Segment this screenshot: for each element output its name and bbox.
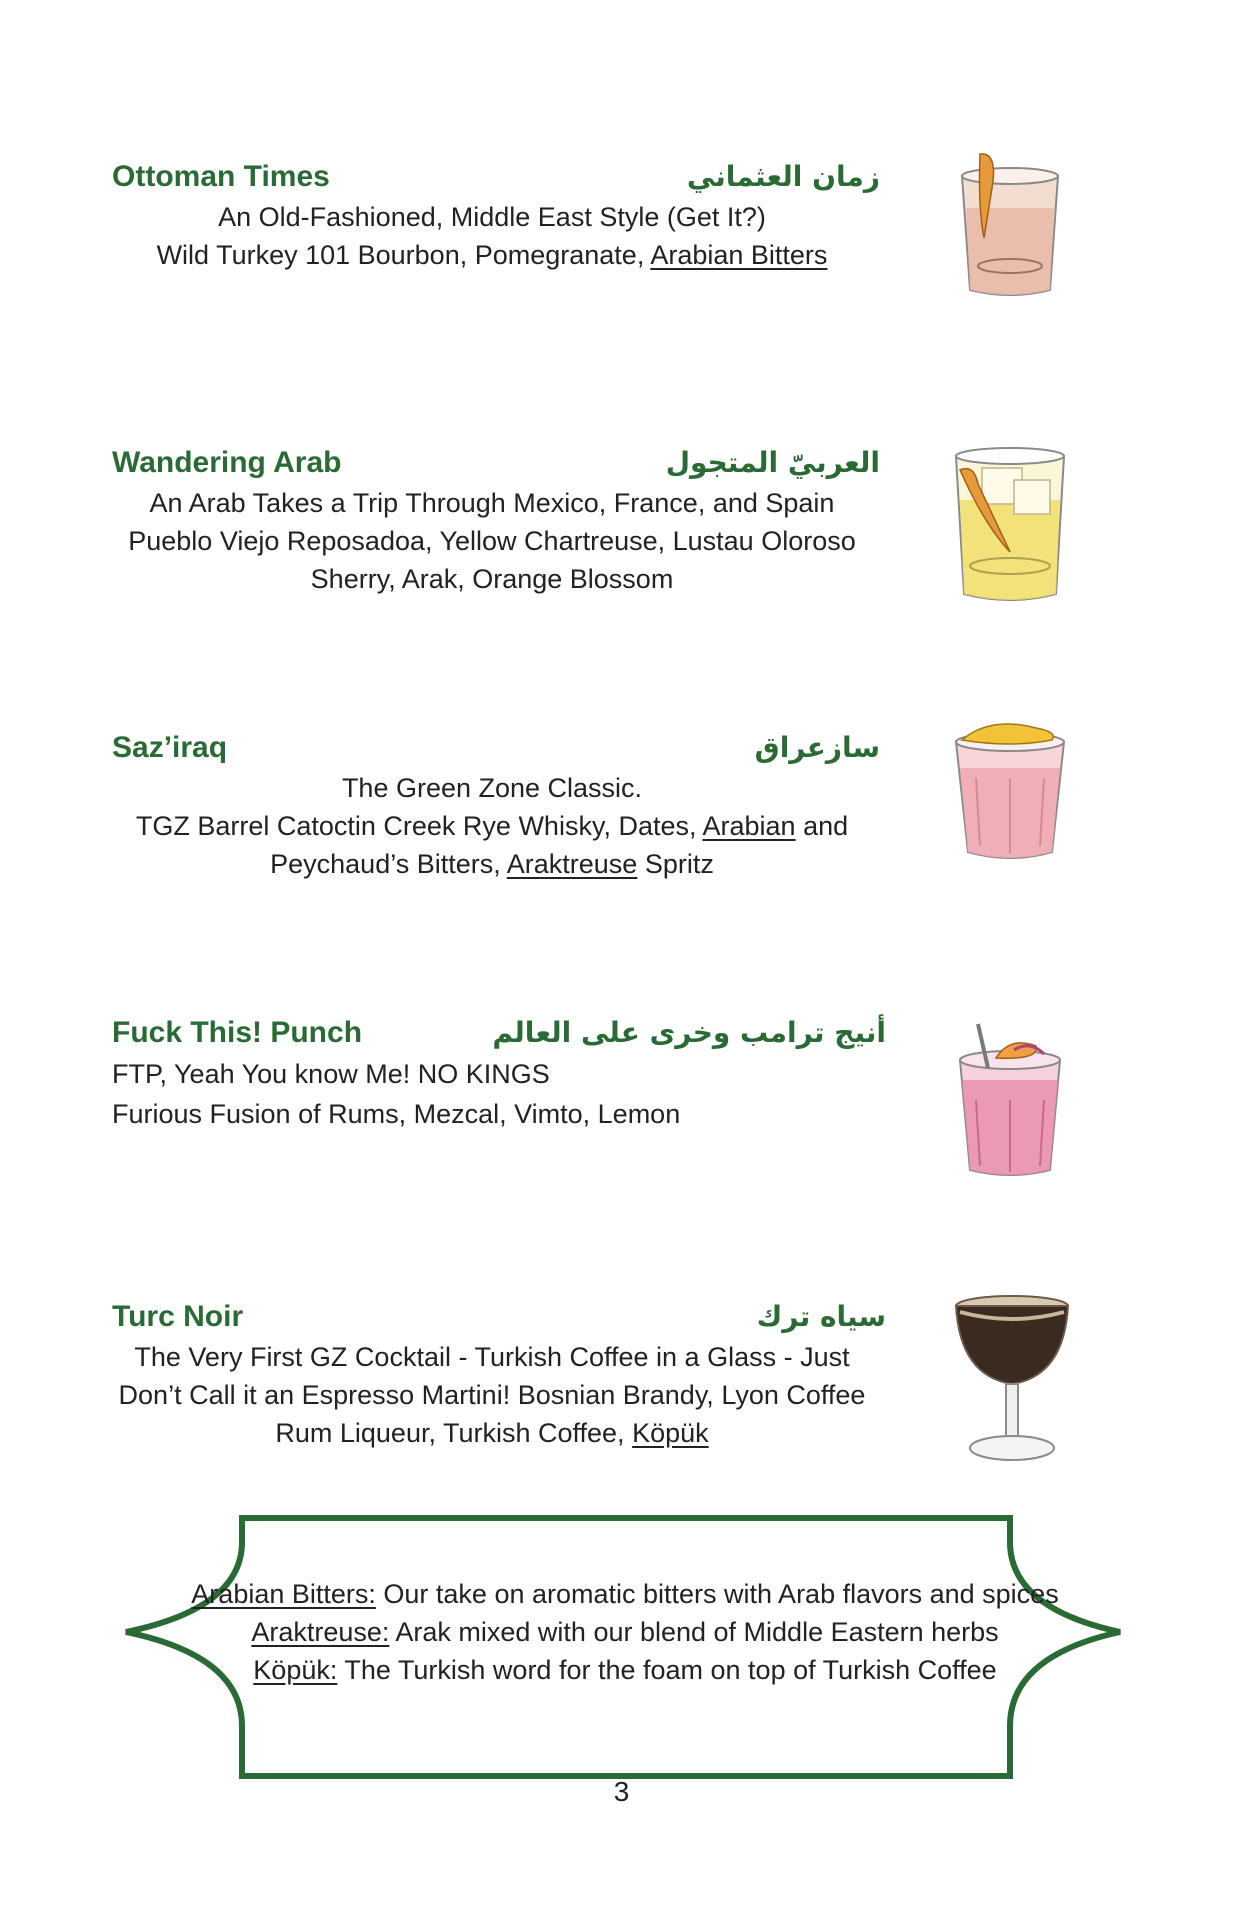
glossary <box>180 1575 1070 1689</box>
glossary-entry <box>180 1613 1070 1651</box>
coupe-glass-icon <box>940 1292 1090 1472</box>
spritz-glass-icon <box>940 718 1080 868</box>
rocks-glass-icon <box>940 444 1080 614</box>
item-arabic-name: سياه ترك <box>756 1300 886 1333</box>
glossary-link-arabian-bitters: Arabian Bitters <box>650 240 828 270</box>
item-description: The Green Zone Classic. TGZ Barrel Catoctin Creek Rye Whisky, Dates, Arabian and Peychaud’s Bitters, Araktreuse Spritz <box>135 773 849 879</box>
page-number: 3 <box>613 1776 630 1807</box>
item-description: An Old-Fashioned, Middle East Style (Get It?) Wild Turkey 101 Bourbon, Pomegranate, Arabian Bitters <box>156 202 828 270</box>
glossary-term: Köpük: <box>253 1655 338 1685</box>
glossary-definition: Our take on aromatic bitters with Arab flavors and spices <box>375 1579 1059 1609</box>
item-name: Saz’iraq <box>112 731 228 764</box>
item-name: Ottoman Times <box>112 160 330 193</box>
glossary-term: Araktreuse: <box>251 1617 390 1647</box>
item-description: The Very First GZ Cocktail - Turkish Coffee in a Glass - Just Don’t Call it an Espresso Martini! Bosnian Brandy, Lyon Coffee Rum Liqueur, Turkish Coffee, Köpük <box>118 1342 866 1448</box>
glossary-definition: Arak mixed with our blend of Middle Eastern herbs <box>389 1617 999 1647</box>
glossary-entry <box>180 1575 1070 1613</box>
item-arabic-name: العربيّ المتجول <box>665 446 880 479</box>
glossary-entry <box>180 1651 1070 1689</box>
item-arabic-name: أنيج ترامب وخرى على العالم <box>492 1016 886 1049</box>
item-name: Fuck This! Punch <box>112 1016 363 1049</box>
glossary-definition: The Turkish word for the foam on top of Turkish Coffee <box>337 1655 997 1685</box>
glossary-link-araktreuse: Araktreuse <box>506 849 638 879</box>
glossary-link-kopuk: Köpük <box>632 1418 709 1448</box>
item-arabic-name: سازعراق <box>754 731 880 764</box>
item-description: An Arab Takes a Trip Through Mexico, France, and Spain Pueblo Viejo Reposadoa, Yellow Chartreuse, Lustau Oloroso Sherry, Arak, Orange Blossom <box>128 488 856 594</box>
glossary-link-arabian: Arabian <box>702 811 796 841</box>
item-arabic-name: زمان العثماني <box>686 160 880 193</box>
item-name: Turc Noir <box>112 1300 244 1333</box>
old-fashioned-glass-icon <box>940 148 1080 308</box>
punch-glass-icon <box>940 1020 1080 1180</box>
item-name: Wandering Arab <box>112 446 342 479</box>
item-description: FTP, Yeah You know Me! NO KINGS Furious Fusion of Rums, Mezcal, Vimto, Lemon <box>112 1059 681 1129</box>
glossary-term: Arabian Bitters: <box>191 1579 376 1609</box>
